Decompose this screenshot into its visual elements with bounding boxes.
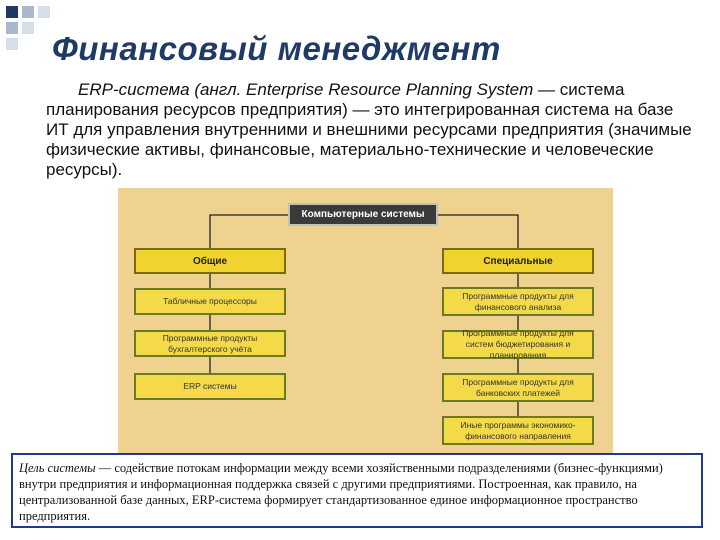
note-box [11,453,703,528]
category-special: Специальные [442,248,594,274]
special-item-budgeting: Программные продукты для систем бюджетирования и планирования [442,330,594,359]
corner-square [6,6,18,18]
corner-square [6,22,18,34]
note-text: — содействие потокам информации между всеми хозяйственными подразделениями (бизнес-функциями) внутри предприятия и информационная поддержка связей с другими предприятиями. Построенная, как правило, на централизованной базе данных, ERP-система формирует стандартизованное единое информационное пространство предприятия. [19,461,663,523]
corner-square [22,6,34,18]
note-term: Цель системы [19,461,96,475]
slide-title: Финансовый менеджмент [52,30,501,67]
intro-lead: ERP-система (англ. Enterprise Resource Planning System — [78,80,555,99]
general-item-erp: ERP системы [134,373,286,400]
diagram-root-node: Компьютерные системы [288,203,438,226]
special-item-other-programs: Иные программы экономико-финансового направления [442,416,594,445]
general-item-accounting: Программные продукты бухгалтерского учёта [134,330,286,357]
general-item-spreadsheets: Табличные процессоры [134,288,286,315]
intro-text [46,80,696,180]
corner-square [22,22,34,34]
corner-square [6,38,18,50]
corner-square [38,6,50,18]
special-item-financial-analysis: Программные продукты для финансового анализа [442,287,594,316]
intro-rest: система планирования ресурсов предприятия) — это интегрированная система на базе ИТ для управления внутренними и внешними ресурсами предприятия (значимые физические активы, финансовые, материально-технические и человеческие ресурсы). [46,80,692,179]
special-item-bank-payments: Программные продукты для банковских платежей [442,373,594,402]
category-general: Общие [134,248,286,274]
